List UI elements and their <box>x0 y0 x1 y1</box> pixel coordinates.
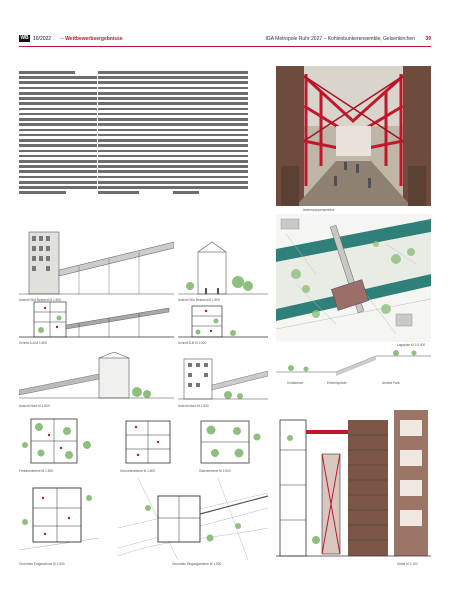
page-header <box>19 33 431 45</box>
upper-floor-plan-caption: Grundrissebene M 1:500 <box>120 469 156 473</box>
body-text-column-3 <box>173 71 248 196</box>
gallery-floor-plan-caption: Galerieebene M 1:500 <box>199 469 231 473</box>
photo-caption: Innenraumperspektive <box>303 208 335 212</box>
publication-logo: WB <box>20 35 29 41</box>
west-elevation-drawing <box>178 232 268 297</box>
ground-floor-plan <box>19 415 99 467</box>
east-elevation-caption: Ansicht Nord M 1:500 <box>178 404 209 408</box>
page-number: 39 <box>425 36 431 42</box>
north-elevation-drawing <box>19 352 174 400</box>
body-text-column-1 <box>19 71 97 196</box>
basement-plan-caption: Grundriss Erdgeschoss M 1:500 <box>19 562 65 566</box>
project-title: IGA Metropole Ruhr 2027 – Kohlenbunkerensemble, Gelsenkirchen <box>265 36 415 42</box>
entry-level-plan <box>118 478 268 560</box>
basement-plan <box>19 478 99 558</box>
north-elevation-caption: Ansicht Nord M 1:500 <box>19 404 50 408</box>
section-aa-drawing <box>19 300 174 340</box>
gallery-floor-plan <box>191 417 269 467</box>
strip-caption-a: Kontaktrum <box>287 381 304 385</box>
strip-caption-c: Umfeld Park <box>382 381 400 385</box>
west-elevation-caption: Ansicht Süd Bestand M 1:500 <box>178 298 220 302</box>
east-elevation-drawing <box>178 355 268 401</box>
landscape-section-strip <box>276 348 431 376</box>
strip-caption-b: Erlebnispfade <box>327 381 347 385</box>
site-plan-drawing <box>276 214 431 342</box>
detail-section-drawing <box>276 390 431 558</box>
section-bb-caption: Schnitt B-B M 1:500 <box>178 341 207 345</box>
site-plan-caption: Lageplan M 1:5.000 <box>397 343 426 347</box>
issue-number: 10/2022 <box>33 36 52 42</box>
section-title: – Wettbewerbsergebnisse <box>61 36 123 42</box>
body-text-column-2 <box>98 71 173 196</box>
upper-floor-plan <box>118 417 180 467</box>
south-elevation-drawing <box>19 222 174 297</box>
section-aa-caption: Schnitt A-A M 1:500 <box>19 341 47 345</box>
interior-perspective-image <box>276 66 431 206</box>
south-elevation-caption: Ansicht Süd Bestand M 1:500 <box>19 298 61 302</box>
section-bb-drawing <box>178 302 268 340</box>
ground-floor-plan-caption: Freiraumebene M 1:500 <box>19 469 54 473</box>
header-rule <box>19 46 431 47</box>
detail-caption: Detail M 1:100 <box>397 562 418 566</box>
entry-level-plan-caption: Grundriss Eingangsebene M 1:500 <box>172 562 222 566</box>
